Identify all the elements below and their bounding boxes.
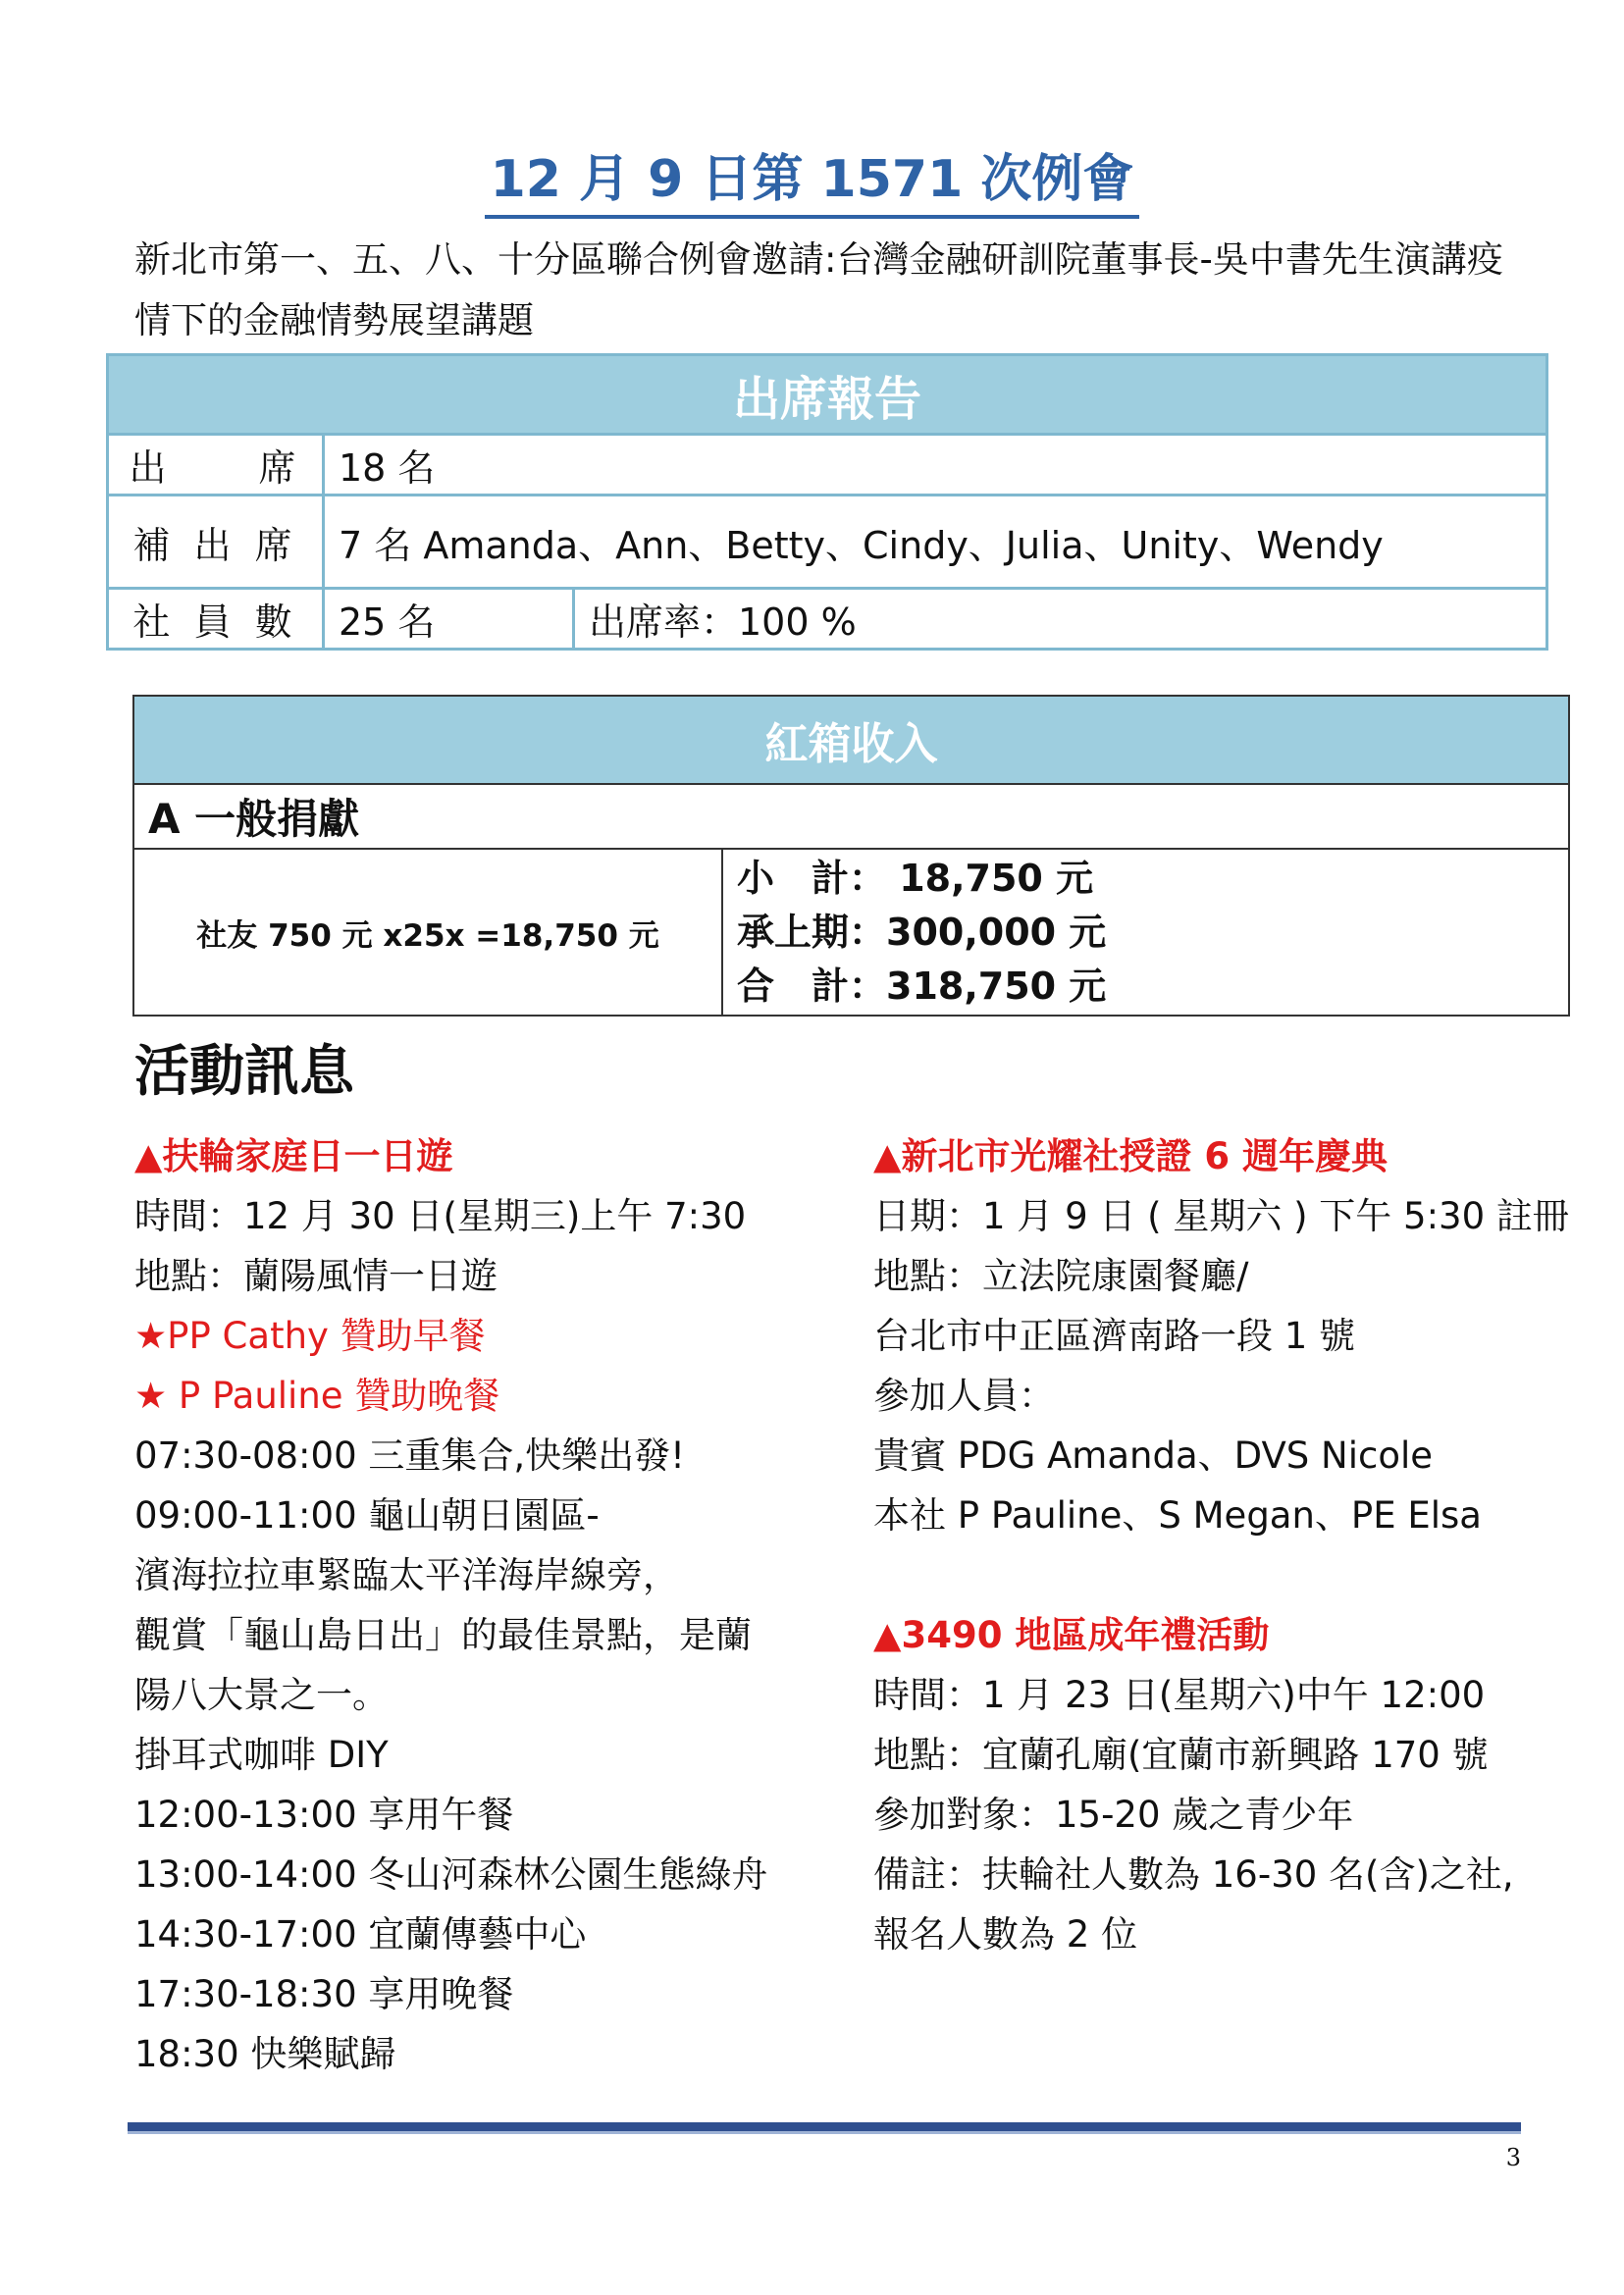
left-activity-line: 時間：12 月 30 日(星期三)上午 7:30 [134,1195,747,1237]
members-label: 社 員 數 [108,589,324,650]
page-title-text: 12 月 9 日第 1571 次例會 [485,137,1140,219]
present-value: 18 名 [324,435,1547,496]
red-box-header: 紅箱收入 [133,696,1569,784]
right-activity-line: ▲新北市光耀社授證 6 週年慶典 [873,1135,1388,1177]
right-activity-line [873,1545,1580,1605]
donation-formula: 社友 750 元 x25x =18,750 元 [133,849,722,1016]
right-activity-line: 地點：宜蘭孔廟(宜蘭市新興路 170 號 [873,1734,1489,1776]
right-activity-line: 日期：1 月 9 日 ( 星期六 ) 下午 5:30 註冊 [873,1195,1569,1237]
grand-total: 合 計：318,750 元 [737,964,1107,1008]
left-activity-line: 地點：蘭陽風情一日遊 [134,1255,498,1297]
previous-balance: 承上期：300,000 元 [737,910,1107,954]
activities-title: 活動訊息 [134,1040,354,1104]
left-activity-line: 觀賞「龜山島日出」的最佳景點，是蘭 [134,1614,752,1656]
right-activity-line: 參加對象：15-20 歲之青少年 [873,1794,1354,1836]
right-activity-line: 本社 P Pauline、S Megan、PE Elsa [873,1494,1482,1537]
right-activity-line: ▲3490 地區成年禮活動 [873,1614,1270,1656]
left-activity-line: 掛耳式咖啡 DIY [134,1734,389,1776]
right-activity-line: 時間：1 月 23 日(星期六)中午 12:00 [873,1674,1486,1716]
members-value: 25 名 [324,589,574,650]
attendance-header: 出席報告 [108,355,1547,435]
red-box-table [132,695,1570,1017]
page-title [0,137,1624,219]
right-activity-line: 備註：扶輪社人數為 16-30 名(含)之社, [873,1853,1514,1896]
makeup-value: 7 名 Amanda、Ann、Betty、Cindy、Julia、Unity、Wendy [324,496,1547,589]
attendance-table [106,353,1548,651]
right-activity-line: 報名人數為 2 位 [873,1913,1138,1956]
left-activity-column [134,1126,821,2084]
makeup-label: 補 出 席 [108,496,324,589]
subtotal: 小 計： 18,750 元 [737,856,1094,900]
left-activity-line: 09:00-11:00 龜山朝日園區- [134,1494,600,1537]
donation-totals [722,849,1569,1016]
left-activity-line: 13:00-14:00 冬山河森林公園生態綠舟 [134,1853,768,1896]
right-activity-line: 台北市中正區濟南路一段 1 號 [873,1315,1356,1357]
right-activity-line: 貴賓 PDG Amanda、DVS Nicole [873,1434,1434,1477]
present-label: 出 席 [108,435,324,496]
page-number: 3 [1505,2144,1521,2171]
right-activity-line: 參加人員： [873,1375,1055,1417]
footer-rule [128,2122,1521,2134]
left-activity-line: 陽八大景之一。 [134,1674,389,1716]
right-activity-line: 地點：立法院康園餐廳/ [873,1255,1249,1297]
intro-paragraph: 新北市第一、五、八、十分區聯合例會邀請:台灣金融研訓院董事長-吳中書先生演講疫情下的金融情勢展望講題 [134,238,1503,341]
left-activity-line: 07:30-08:00 三重集合,快樂出發! [134,1434,685,1477]
right-activity-column [873,1126,1580,1964]
attendance-rate: 出席率：100 % [574,589,1547,650]
left-activity-line: 18:30 快樂賦歸 [134,2033,396,2075]
left-activity-line: ★PP Cathy 贊助早餐 [134,1315,486,1357]
left-activity-line: 17:30-18:30 享用晚餐 [134,1973,514,2015]
left-activity-line: ▲扶輪家庭日一日遊 [134,1135,453,1177]
general-donation-label: A 一般捐獻 [133,784,1569,849]
left-activity-line: 12:00-13:00 享用午餐 [134,1794,514,1836]
left-activity-line: 14:30-17:00 宜蘭傳藝中心 [134,1913,587,1956]
left-activity-line: 濱海拉拉車緊臨太平洋海岸線旁， [134,1554,679,1596]
left-activity-line: ★ P Pauline 贊助晚餐 [134,1375,500,1417]
